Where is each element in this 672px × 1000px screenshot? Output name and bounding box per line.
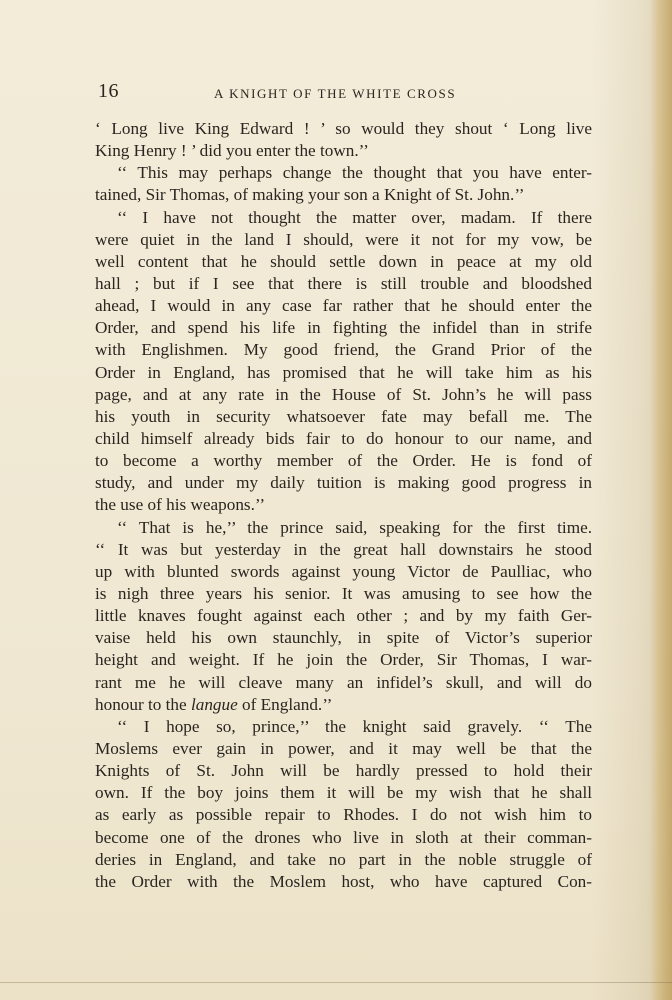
italic-word: langue: [190, 694, 238, 714]
text-line: Knights of St. John will be hardly pressed to hold their: [95, 761, 592, 781]
text-line: the use of his weapons.’’: [95, 495, 266, 515]
text-line: his youth in security whatsoever fate may befall me. The: [95, 406, 592, 426]
text-line: study, and under my daily tuition is making good progress in: [95, 473, 592, 493]
text-line: deries in England, and take no part in the noble struggle of: [95, 849, 592, 869]
text-line: were quiet in the land I should, were it not for my vow, be: [95, 229, 592, 249]
text-line: rant me he will cleave many an infidel’s skull, and will do: [95, 672, 592, 692]
running-head: A KNIGHT OF THE WHITE CROSS: [214, 86, 457, 101]
text-line: with Englishmen. My good friend, the Grand Prior of the: [95, 340, 592, 360]
text-line: Moslems ever gain in power, and it may well be that the: [95, 738, 592, 758]
text-line: to become a worthy member of the Order. He is fond of: [95, 451, 592, 471]
text-line: well content that he should settle down in peace at my old: [95, 251, 592, 271]
text-line: own. If the boy joins them it will be my wish that he shall: [95, 783, 592, 803]
text-line: as early as possible repair to Rhodes. I do not wish him to: [95, 805, 592, 825]
text-line: vaise held his own staunchly, in spite of Victor’s superior: [95, 628, 592, 648]
text-line: honour to the langue of England.’’: [95, 694, 333, 714]
text-line: King Henry ! ’ did you enter the town.’’: [95, 141, 369, 161]
text-line: height and weight. If he join the Order, Sir Thomas, I war-: [95, 650, 592, 670]
text-line: child himself already bids fair to do honour to our name, and: [95, 428, 592, 448]
text-line: up with blunted swords against young Victor de Paulliac, who: [95, 561, 592, 581]
text-line: little knaves fought against each other ; and by my faith Ger-: [95, 606, 592, 626]
text-line: Order in England, has promised that he will take him as his: [95, 362, 592, 382]
text-line: ‘‘ I have not thought the matter over, madam. If there: [117, 207, 592, 227]
text-line: hall ; but if I see that there is still trouble and bloodshed: [95, 273, 592, 293]
text-line: ‘ Long live King Edward ! ’ so would they shout ‘ Long live: [95, 119, 592, 138]
text-line: ‘‘ I hope so, prince,’’ the knight said gravely. ‘‘ The: [117, 716, 592, 736]
text-line: tained, Sir Thomas, of making your son a Knight of St. John.’’: [95, 185, 525, 205]
page-number: 16: [98, 80, 119, 102]
page-header: [98, 80, 592, 104]
text-line: the Order with the Moslem host, who have captured Con-: [95, 871, 592, 891]
page-edge-shadow: [650, 0, 672, 1000]
text-line: is nigh three years his senior. It was amusing to see how the: [95, 583, 592, 603]
text-line: ‘‘ That is he,’’ the prince said, speaking for the first time.: [117, 517, 592, 537]
text-line: ‘‘ This may perhaps change the thought that you have enter-: [117, 163, 592, 183]
text-line: page, and at any rate in the House of St. John’s he will pass: [95, 384, 592, 404]
text-line: ‘‘ It was but yesterday in the great hall downstairs he stood: [95, 539, 592, 559]
text-line: ahead, I would in any case far rather that he should enter the: [95, 296, 592, 316]
body-text: [95, 118, 592, 893]
text-line: Order, and spend his life in fighting the infidel than in strife: [95, 318, 592, 338]
page-bottom-edge: [0, 982, 672, 983]
text-line: become one of the drones who live in sloth at their comman-: [95, 827, 592, 847]
